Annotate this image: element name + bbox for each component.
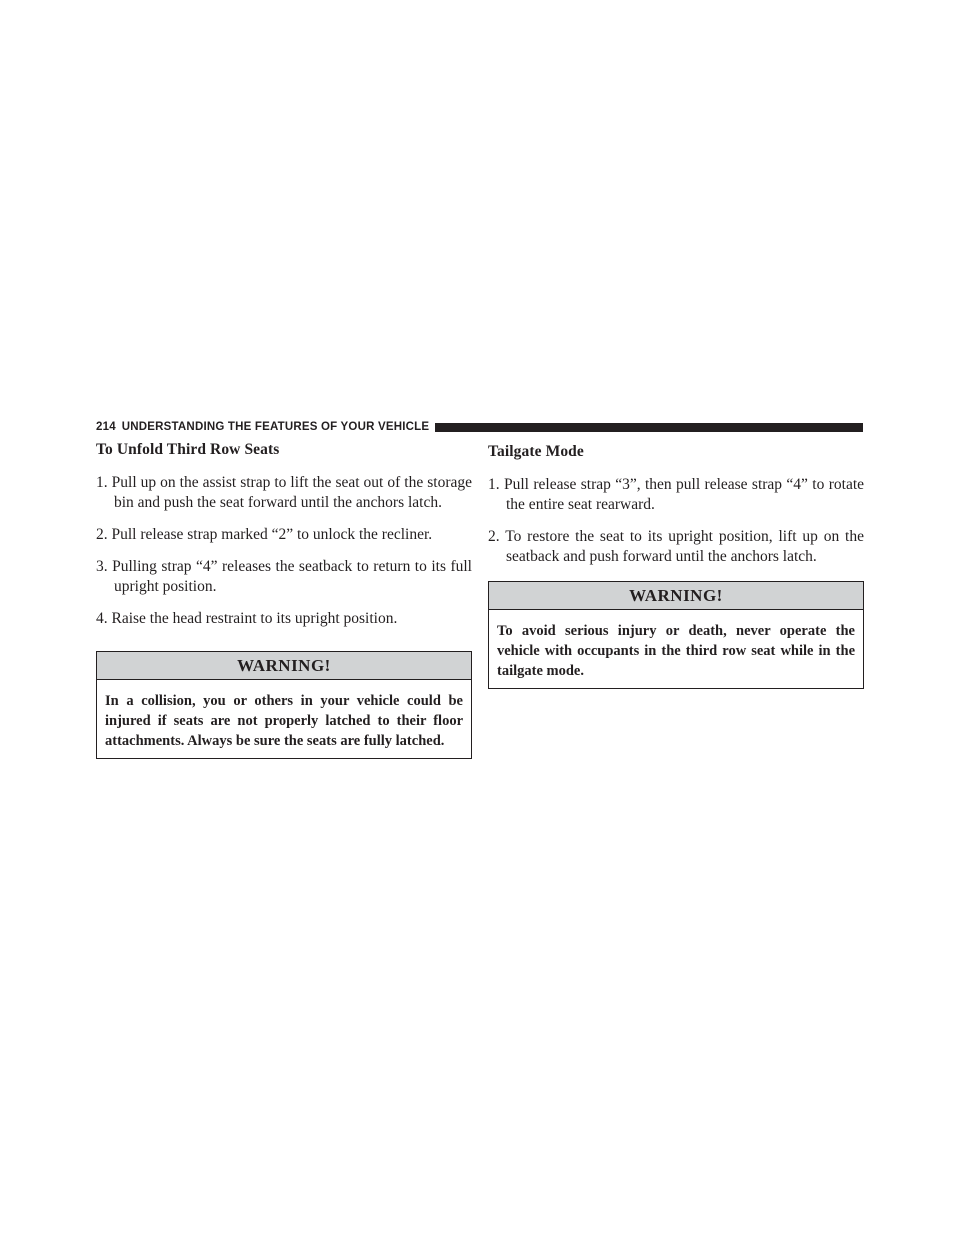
list-item: 2. Pull release strap marked “2” to unlock the recliner. [96,526,433,543]
warning-text: In a collision, you or others in your vehicle could be injured if seats are not properly latched to their floor attachments. Always be sure the seats are fully latched. [105,693,463,749]
warning-text: To avoid serious injury or death, never operate the vehicle with occupants in the third row seat while in the tailgate mode. [497,623,855,679]
warning-title: WARNING! [97,652,471,680]
tailgate-steps [488,475,864,567]
warning-box-latch [96,651,472,759]
page-header [96,418,863,436]
header-rule [435,423,863,432]
list-item: 3. Pulling strap “4” releases the seatback to return to its full upright position. [96,558,472,595]
list-item: 4. Raise the head restraint to its upright position. [96,610,398,627]
right-column [488,440,864,689]
unfold-heading: To Unfold Third Row Seats [96,441,280,458]
left-column [96,440,472,759]
unfold-steps [96,473,472,629]
section-title: UNDERSTANDING THE FEATURES OF YOUR VEHICLE [121,421,430,433]
list-item: 2. To restore the seat to its upright position, lift up on the seatback and push forward until the anchors latch. [488,528,864,565]
list-item: 1. Pull release strap “3”, then pull release strap “4” to rotate the entire seat rearward. [488,476,865,513]
tailgate-heading: Tailgate Mode [488,443,584,460]
list-item: 1. Pull up on the assist strap to lift the seat out of the storage bin and push the seat forward until the anchors latch. [96,474,472,511]
warning-title: WARNING! [489,582,863,610]
warning-box-tailgate [488,581,864,689]
page-number: 214 [96,421,116,433]
